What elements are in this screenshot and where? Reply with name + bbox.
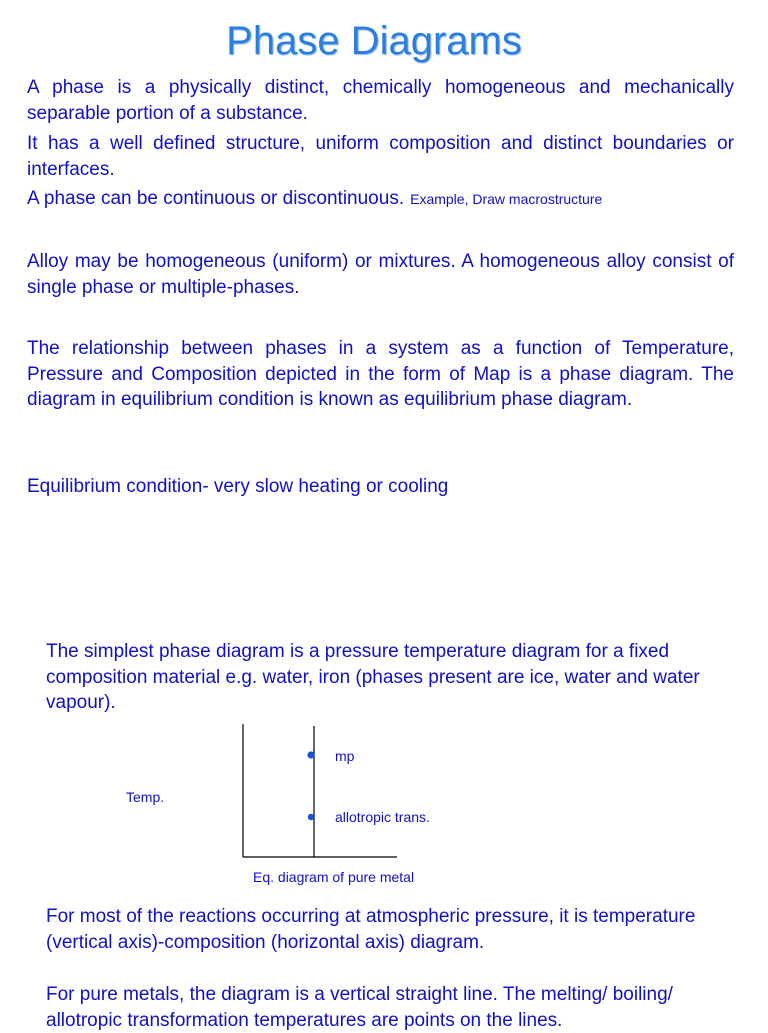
page-title: Phase Diagrams bbox=[226, 19, 522, 63]
example-note: Example, Draw macrostructure bbox=[410, 191, 603, 207]
paragraph-phase-definition: A phase is a physically distinct, chemically homogeneous and mechanically separable portion of a substance. bbox=[27, 77, 734, 124]
allotropic-label: allotropic trans. bbox=[335, 809, 430, 825]
figure-caption: Eq. diagram of pure metal bbox=[253, 869, 415, 885]
temp-axis-label: Temp. bbox=[126, 789, 165, 805]
mp-point bbox=[307, 751, 314, 758]
paragraph-pure-metals: For pure metals, the diagram is a vertical straight line. The melting/ boiling/ allotropic transformation temperatures are points on the lines. bbox=[46, 984, 673, 1031]
paragraph-structure: It has a well defined structure, uniform composition and distinct boundaries or interfaces. bbox=[27, 133, 734, 180]
paragraph-atmospheric: For most of the reactions occurring at atmospheric pressure, it is temperature (vertical axis)-composition (horizontal axis) diagram. bbox=[46, 906, 696, 953]
allotropic-point bbox=[308, 814, 314, 820]
paragraph-alloy: Alloy may be homogeneous (uniform) or mixtures. A homogeneous alloy consist of single phase or multiple-phases. bbox=[27, 251, 734, 298]
paragraph-equilibrium-condition: Equilibrium condition- very slow heating or cooling bbox=[27, 476, 449, 497]
continuity-text: A phase can be continuous or discontinuous. bbox=[27, 188, 405, 209]
paragraph-simplest-diagram: The simplest phase diagram is a pressure temperature diagram for a fixed composition material e.g. water, iron (phases present are ice, water and water vapour). bbox=[46, 641, 700, 713]
mp-label: mp bbox=[335, 748, 355, 764]
paragraph-relationship: The relationship between phases in a system as a function of Temperature, Pressure and Composition depicted in the form of Map is a phase diagram. The diagram in equilibrium condition is known as equilibrium phase diagram. bbox=[27, 338, 734, 410]
